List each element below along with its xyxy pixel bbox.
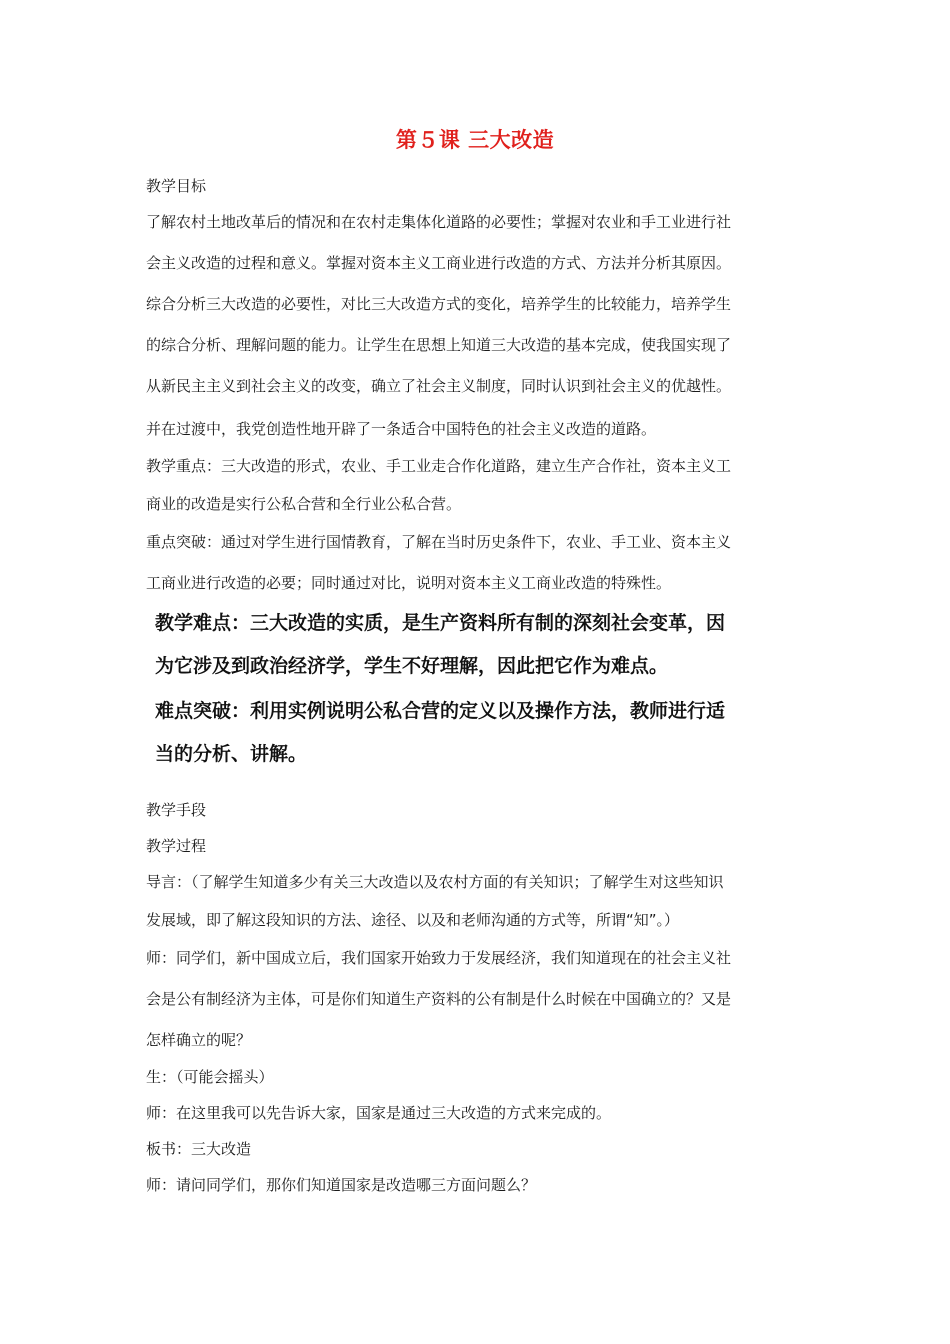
section-heading-objectives: 教学目标 bbox=[146, 177, 207, 195]
paragraph-line: 了解农村土地改革后的情况和在农村走集体化道路的必要性；掌握对农业和手工业进行社 bbox=[146, 213, 732, 231]
dialogue-line: 师：请问同学们，那你们知道国家是改造哪三方面问题么？ bbox=[146, 1176, 537, 1194]
dialogue-line: 师：在这里我可以先告诉大家，国家是通过三大改造的方式来完成的。 bbox=[146, 1104, 612, 1122]
intro-line: 导言：（了解学生知道多少有关三大改造以及农村方面的有关知识；了解学生对这些知识 bbox=[146, 873, 724, 891]
paragraph-line: 商业的改造是实行公私合营和全行业公私合营。 bbox=[146, 495, 462, 513]
paragraph-line: 当的分析、讲解。 bbox=[155, 743, 308, 765]
key-breakthrough-line: 重点突破：通过对学生进行国情教育，了解在当时历史条件下，农业、手工业、资本主义 bbox=[146, 533, 732, 551]
paragraph-line: 会主义改造的过程和意义。掌握对资本主义工商业进行改造的方式、方法并分析其原因。 bbox=[146, 254, 732, 272]
paragraph-line: 怎样确立的呢？ bbox=[146, 1031, 252, 1049]
blackboard-line: 板书：三大改造 bbox=[146, 1140, 252, 1158]
difficulty-breakthrough-line: 难点突破：利用实例说明公私合营的定义以及操作方法，教师进行适 bbox=[155, 700, 726, 722]
key-points-line: 教学重点：三大改造的形式，农业、手工业走合作化道路，建立生产合作社，资本主义工 bbox=[146, 457, 732, 475]
paragraph-line: 为它涉及到政治经济学，学生不好理解，因此把它作为难点。 bbox=[155, 655, 669, 677]
paragraph-line: 工商业进行改造的必要；同时通过对比，说明对资本主义工商业改造的特殊性。 bbox=[146, 574, 672, 592]
paragraph-line: 并在过渡中，我党创造性地开辟了一条适合中国特色的社会主义改造的道路。 bbox=[146, 420, 657, 438]
dialogue-line: 生：（可能会摇头） bbox=[146, 1068, 274, 1086]
paragraph-line: 的综合分析、理解问题的能力。让学生在思想上知道三大改造的基本完成，使我国实现了 bbox=[146, 336, 732, 354]
paragraph-line: 发展域，即了解这段知识的方法、途径、以及和老师沟通的方式等，所谓“知”。） bbox=[146, 911, 680, 929]
paragraph-line: 综合分析三大改造的必要性，对比三大改造方式的变化，培养学生的比较能力，培养学生 bbox=[146, 295, 732, 313]
section-heading-process: 教学过程 bbox=[146, 837, 207, 855]
page-title: 第５课 三大改造 bbox=[395, 128, 555, 152]
section-heading-means: 教学手段 bbox=[146, 801, 207, 819]
paragraph-line: 从新民主主义到社会主义的改变，确立了社会主义制度，同时认识到社会主义的优越性。 bbox=[146, 377, 732, 395]
dialogue-line: 师：同学们，新中国成立后，我们国家开始致力于发展经济，我们知道现在的社会主义社 bbox=[146, 949, 732, 967]
paragraph-line: 会是公有制经济为主体，可是你们知道生产资料的公有制是什么时候在中国确立的？又是 bbox=[146, 990, 732, 1008]
difficulty-line: 教学难点：三大改造的实质，是生产资料所有制的深刻社会变革，因 bbox=[155, 612, 726, 634]
